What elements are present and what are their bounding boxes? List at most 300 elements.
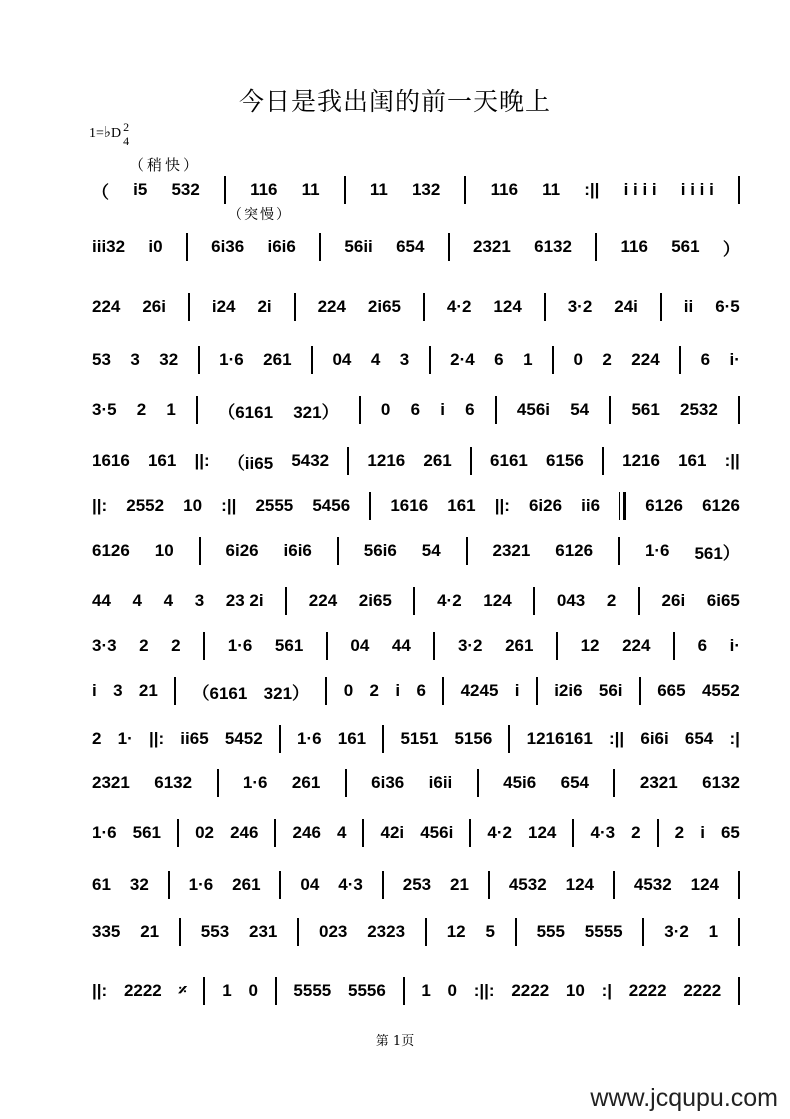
note-group: 321） bbox=[263, 683, 310, 703]
note-group: iii32 bbox=[92, 237, 126, 256]
score-line bbox=[92, 444, 740, 478]
note-group: 6 bbox=[416, 681, 426, 700]
note-group: 1 bbox=[222, 981, 232, 1000]
note-group: 6126 bbox=[645, 496, 684, 515]
barline bbox=[224, 176, 226, 204]
note-group: 45i6 bbox=[503, 773, 537, 792]
note-group: 10 bbox=[565, 981, 585, 1000]
note-group: 6132 bbox=[534, 237, 572, 256]
barline bbox=[639, 677, 641, 705]
note-group: 261 bbox=[232, 875, 261, 894]
barline bbox=[362, 819, 364, 847]
note-group: 124 bbox=[493, 297, 522, 316]
note-group: 116 bbox=[620, 237, 648, 256]
note-group: 5432 bbox=[291, 451, 330, 470]
note-group: i24 bbox=[211, 297, 236, 316]
barline bbox=[345, 769, 347, 797]
note-group: 65 bbox=[720, 823, 740, 842]
note-group: 561 bbox=[631, 400, 660, 419]
note-group: 224 bbox=[631, 350, 660, 369]
note-group: 2i bbox=[257, 297, 272, 316]
note-group: 6126 bbox=[702, 496, 740, 515]
note-group: 4532 bbox=[633, 875, 672, 894]
note-group: 23 2i bbox=[225, 591, 264, 610]
note-group: ） bbox=[722, 239, 740, 259]
note-group: 2 bbox=[631, 823, 641, 842]
barline bbox=[536, 677, 538, 705]
barline bbox=[382, 871, 384, 899]
note-group: 12 bbox=[580, 636, 600, 655]
note-group: 2·4 bbox=[450, 350, 475, 369]
barline bbox=[738, 396, 740, 424]
note-group: 6 bbox=[494, 350, 504, 369]
barline bbox=[495, 396, 497, 424]
note-group: 42i bbox=[380, 823, 405, 842]
barline bbox=[470, 447, 472, 475]
note-group: i6i6 bbox=[283, 541, 312, 560]
note-group: 456i bbox=[420, 823, 454, 842]
note-group: 5456 bbox=[312, 496, 351, 515]
note-group: 2 bbox=[171, 636, 181, 655]
note-group: 561 bbox=[671, 237, 700, 256]
flat-sign: ♭ bbox=[103, 125, 111, 142]
note-group: i6ii bbox=[428, 773, 453, 792]
barline bbox=[477, 769, 479, 797]
note-group: 161 bbox=[147, 451, 177, 470]
note-group: 4·3 bbox=[338, 875, 363, 894]
key-signature bbox=[89, 120, 129, 148]
barline bbox=[311, 346, 313, 374]
note-group: 4 bbox=[132, 591, 142, 610]
note-group: 4245 bbox=[460, 681, 499, 700]
score-line bbox=[92, 173, 740, 207]
note-group: ||: bbox=[194, 451, 210, 470]
note-group: 2i65 bbox=[367, 297, 401, 316]
note-group: i i i i bbox=[623, 180, 657, 199]
barline bbox=[738, 871, 740, 899]
note-group: 1216161 bbox=[526, 729, 593, 748]
note-group: 2222 bbox=[628, 981, 667, 1000]
note-group: 654 bbox=[560, 773, 590, 792]
barline bbox=[552, 346, 554, 374]
note-group: 654 bbox=[684, 729, 714, 748]
barline bbox=[198, 346, 200, 374]
note-group: 𝄎 bbox=[178, 981, 187, 1000]
score-line bbox=[92, 534, 740, 568]
barline bbox=[738, 977, 740, 1005]
barline bbox=[359, 396, 361, 424]
barline bbox=[572, 819, 574, 847]
barline bbox=[279, 725, 281, 753]
note-group: 53 bbox=[92, 350, 111, 369]
note-group: 561 bbox=[132, 823, 161, 842]
note-group: 0 bbox=[248, 981, 258, 1000]
double-barline bbox=[619, 492, 626, 520]
note-group: 246 bbox=[230, 823, 259, 842]
annotation-slow: （突慢） bbox=[228, 207, 292, 223]
score-line bbox=[92, 230, 740, 264]
barline bbox=[556, 632, 558, 660]
score-line bbox=[92, 868, 740, 902]
note-group: 5555 bbox=[293, 981, 332, 1000]
note-group: ii6 bbox=[581, 496, 601, 515]
page-title: 今日是我出闺的前一天晚上 bbox=[238, 87, 551, 116]
note-group: 54 bbox=[421, 541, 441, 560]
note-group: 2321 bbox=[473, 237, 511, 256]
note-group: 3·2 bbox=[457, 636, 483, 655]
note-group: 2555 bbox=[255, 496, 294, 515]
note-group: 11 bbox=[542, 180, 561, 199]
barline bbox=[382, 725, 384, 753]
note-group: 0 bbox=[343, 681, 354, 700]
note-group: 2 bbox=[674, 823, 685, 842]
note-group: :| bbox=[601, 981, 613, 1000]
note-group: 54 bbox=[570, 400, 590, 419]
barline bbox=[199, 537, 201, 565]
note-group: 2 bbox=[136, 400, 147, 419]
note-group: 4·2 bbox=[446, 297, 472, 316]
note-group: 1216 bbox=[622, 451, 660, 470]
note-group: 3 bbox=[399, 350, 410, 369]
note-group: 6i36 bbox=[211, 237, 245, 256]
note-group: 6 bbox=[465, 400, 475, 419]
note-group: 224 bbox=[317, 297, 346, 316]
note-group: 532 bbox=[171, 180, 200, 199]
note-group: 553 bbox=[200, 922, 230, 941]
page-number: 第 1页 bbox=[375, 1034, 415, 1049]
note-group: i bbox=[514, 681, 520, 700]
note-group: 665 bbox=[657, 681, 686, 700]
note-group: 3 bbox=[130, 350, 140, 369]
barline bbox=[464, 176, 466, 204]
note-group: ||: bbox=[494, 496, 510, 515]
note-group: 654 bbox=[396, 237, 425, 256]
note-group: i bbox=[92, 681, 97, 700]
note-group: 2222 bbox=[123, 981, 162, 1000]
note-group: 1·6 bbox=[219, 350, 244, 369]
barline bbox=[369, 492, 371, 520]
barline bbox=[179, 918, 181, 946]
note-group: 555 bbox=[536, 922, 565, 941]
note-group: 12 bbox=[446, 922, 466, 941]
note-group: 5556 bbox=[347, 981, 386, 1000]
note-group: （ bbox=[92, 182, 109, 202]
barline bbox=[433, 632, 435, 660]
note-group: i bbox=[700, 823, 705, 842]
note-group: 3 bbox=[194, 591, 205, 610]
note-group: 2321 bbox=[492, 541, 531, 560]
note-group: 1 bbox=[708, 922, 719, 941]
note-group: :||: bbox=[473, 981, 495, 1000]
note-group: 231 bbox=[248, 922, 278, 941]
barline bbox=[177, 819, 179, 847]
time-signature bbox=[123, 120, 129, 148]
note-group: i· bbox=[729, 636, 740, 655]
note-group: 261 bbox=[423, 451, 452, 470]
note-group: 261 bbox=[505, 636, 534, 655]
note-group: 224 bbox=[92, 297, 121, 316]
note-group: 04 bbox=[300, 875, 320, 894]
barline bbox=[609, 396, 611, 424]
barline bbox=[738, 918, 740, 946]
note-group: （6161 bbox=[192, 683, 248, 703]
barline bbox=[275, 977, 277, 1005]
note-group: 161 bbox=[447, 496, 476, 515]
note-group: 2 bbox=[606, 591, 617, 610]
note-group: 6156 bbox=[546, 451, 584, 470]
barline bbox=[638, 587, 640, 615]
note-group: 10 bbox=[183, 496, 203, 515]
note-group: 2552 bbox=[126, 496, 165, 515]
note-group: 1·6 bbox=[297, 729, 322, 748]
barline bbox=[279, 871, 281, 899]
time-top: 2 bbox=[123, 120, 130, 134]
note-group: 2321 bbox=[639, 773, 678, 792]
note-group: 44 bbox=[92, 591, 111, 610]
note-group: （ii65 bbox=[227, 453, 274, 473]
barline bbox=[618, 537, 620, 565]
barline bbox=[203, 632, 205, 660]
barline bbox=[337, 537, 339, 565]
barline bbox=[533, 587, 535, 615]
note-group: 321） bbox=[293, 402, 339, 422]
note-group: 1·6 bbox=[92, 823, 117, 842]
note-group: 261 bbox=[263, 350, 292, 369]
note-group: 246 bbox=[292, 823, 321, 842]
barline bbox=[196, 396, 198, 424]
note-group: 11 bbox=[369, 180, 388, 199]
barline bbox=[294, 293, 296, 321]
note-group: i2i6 bbox=[554, 681, 583, 700]
barline bbox=[613, 769, 615, 797]
note-group: 1·6 bbox=[644, 541, 670, 560]
note-group: 124 bbox=[528, 823, 557, 842]
note-group: 0 bbox=[380, 400, 391, 419]
note-group: 1 bbox=[523, 350, 533, 369]
note-group: 56i6 bbox=[363, 541, 397, 560]
note-group: :|| bbox=[724, 451, 740, 470]
barline bbox=[174, 677, 176, 705]
note-group: 1· bbox=[117, 729, 133, 748]
note-group: 44 bbox=[391, 636, 411, 655]
note-group: ||: bbox=[92, 496, 108, 515]
barline bbox=[297, 918, 299, 946]
barline bbox=[660, 293, 662, 321]
barline bbox=[508, 725, 510, 753]
note-group: 0 bbox=[447, 981, 457, 1000]
note-group: 6132 bbox=[154, 773, 193, 792]
note-group: 5 bbox=[485, 922, 495, 941]
note-group: 21 bbox=[450, 875, 469, 894]
note-group: 1616 bbox=[92, 451, 130, 470]
note-group: 4 bbox=[163, 591, 174, 610]
note-group: 6i65 bbox=[706, 591, 740, 610]
note-group: 3·3 bbox=[92, 636, 117, 655]
note-group: 1·6 bbox=[188, 875, 214, 894]
key-prefix: 1= bbox=[89, 126, 104, 142]
note-group: i0 bbox=[148, 237, 163, 256]
note-group: 6 bbox=[410, 400, 421, 419]
note-group: 0 bbox=[573, 350, 583, 369]
score-line bbox=[92, 915, 740, 949]
note-group: 2222 bbox=[511, 981, 550, 1000]
barline bbox=[203, 977, 205, 1005]
barline bbox=[326, 632, 328, 660]
note-group: 04 bbox=[332, 350, 352, 369]
note-group: 4 bbox=[370, 350, 381, 369]
note-group: 4·3 bbox=[590, 823, 616, 842]
note-group: i· bbox=[729, 350, 740, 369]
note-group: 56i bbox=[598, 681, 623, 700]
note-group: 261 bbox=[291, 773, 321, 792]
barline bbox=[657, 819, 659, 847]
note-group: 2532 bbox=[680, 400, 718, 419]
note-group: 2323 bbox=[367, 922, 406, 941]
note-group: i i i i bbox=[680, 180, 714, 199]
note-group: 6 bbox=[697, 636, 708, 655]
barline bbox=[679, 346, 681, 374]
note-group: 6161 bbox=[490, 451, 528, 470]
note-group: 561） bbox=[694, 543, 740, 563]
note-group: 6i6i bbox=[640, 729, 669, 748]
note-group: 1·6 bbox=[227, 636, 253, 655]
barline bbox=[217, 769, 219, 797]
note-group: （6161 bbox=[218, 402, 274, 422]
key-letter: D bbox=[110, 126, 122, 142]
note-group: 6i36 bbox=[371, 773, 405, 792]
note-group: 6i26 bbox=[528, 496, 563, 515]
note-group: 26i bbox=[142, 297, 166, 316]
barline bbox=[274, 819, 276, 847]
score-line bbox=[92, 290, 740, 324]
barline bbox=[168, 871, 170, 899]
note-group: 26i bbox=[661, 591, 686, 610]
note-group: 6126 bbox=[92, 541, 130, 560]
score-line bbox=[92, 722, 740, 756]
time-bottom: 4 bbox=[123, 134, 130, 148]
score-line bbox=[92, 674, 740, 708]
note-group: 3·2 bbox=[567, 297, 593, 316]
note-group: 2222 bbox=[683, 981, 722, 1000]
note-group: :|| bbox=[609, 729, 625, 748]
barline bbox=[515, 918, 517, 946]
note-group: 116 bbox=[250, 180, 278, 199]
note-group: 5156 bbox=[454, 729, 493, 748]
note-group: i bbox=[395, 681, 401, 700]
note-group: 21 bbox=[138, 681, 158, 700]
barline bbox=[595, 233, 597, 261]
barline bbox=[403, 977, 405, 1005]
note-group: 5452 bbox=[224, 729, 263, 748]
note-group: 1616 bbox=[390, 496, 429, 515]
barline bbox=[738, 176, 740, 204]
note-group: 3·5 bbox=[92, 400, 117, 419]
note-group: 456i bbox=[516, 400, 551, 419]
note-group: 161 bbox=[337, 729, 367, 748]
note-group: 10 bbox=[154, 541, 174, 560]
note-group: i6i6 bbox=[267, 237, 296, 256]
barline bbox=[448, 233, 450, 261]
tempo-marking: （稍快） bbox=[129, 156, 202, 174]
note-group: 04 bbox=[350, 636, 370, 655]
note-group: 11 bbox=[301, 180, 320, 199]
note-group: 224 bbox=[622, 636, 651, 655]
note-group: 124 bbox=[565, 875, 594, 894]
barline bbox=[319, 233, 321, 261]
watermark: www.jcqupu.com bbox=[590, 1084, 778, 1112]
score-line bbox=[92, 584, 740, 618]
note-group: 4552 bbox=[701, 681, 740, 700]
note-group: 4 bbox=[336, 823, 347, 842]
score-line bbox=[92, 489, 740, 523]
note-group: 2 bbox=[369, 681, 380, 700]
barline bbox=[285, 587, 287, 615]
note-group: 1 bbox=[166, 400, 176, 419]
note-group: 561 bbox=[274, 636, 304, 655]
note-group: 21 bbox=[140, 922, 160, 941]
note-group: 2 bbox=[139, 636, 149, 655]
note-group: ||: bbox=[148, 729, 165, 748]
note-group: 4·2 bbox=[437, 591, 462, 610]
note-group: 6126 bbox=[555, 541, 594, 560]
note-group: i5 bbox=[133, 180, 148, 199]
note-group: 6·5 bbox=[715, 297, 740, 316]
note-group: i bbox=[440, 400, 445, 419]
note-group: 3 bbox=[113, 681, 123, 700]
note-group: 4532 bbox=[508, 875, 547, 894]
note-group: 1 bbox=[421, 981, 431, 1000]
note-group: 132 bbox=[411, 180, 441, 199]
note-group: :|| bbox=[584, 180, 600, 199]
barline bbox=[544, 293, 546, 321]
note-group: 2 bbox=[602, 350, 612, 369]
note-group: 24i bbox=[614, 297, 638, 316]
barline bbox=[466, 537, 468, 565]
barline bbox=[344, 176, 346, 204]
note-group: 02 bbox=[195, 823, 215, 842]
note-group: 5555 bbox=[584, 922, 623, 941]
barline bbox=[188, 293, 190, 321]
note-group: :| bbox=[729, 729, 740, 748]
barline bbox=[442, 677, 444, 705]
note-group: 124 bbox=[483, 591, 512, 610]
score-line bbox=[92, 766, 740, 800]
note-group: 253 bbox=[402, 875, 432, 894]
note-group: 2 bbox=[92, 729, 102, 748]
note-group: 6132 bbox=[702, 773, 740, 792]
score-line bbox=[92, 974, 740, 1008]
note-group: 224 bbox=[308, 591, 338, 610]
barline bbox=[186, 233, 188, 261]
note-group: 116 bbox=[490, 180, 519, 199]
note-group: 61 bbox=[92, 875, 111, 894]
note-group: 32 bbox=[159, 350, 179, 369]
note-group: ||: bbox=[92, 981, 108, 1000]
score-line bbox=[92, 343, 740, 377]
note-group: 2321 bbox=[92, 773, 130, 792]
barline bbox=[423, 293, 425, 321]
barline bbox=[347, 447, 349, 475]
barline bbox=[613, 871, 615, 899]
note-group: 56ii bbox=[344, 237, 373, 256]
note-group: 023 bbox=[319, 922, 348, 941]
note-group: 043 bbox=[556, 591, 586, 610]
score-line bbox=[92, 393, 740, 427]
note-group: 6 bbox=[700, 350, 711, 369]
barline bbox=[602, 447, 604, 475]
note-group: 32 bbox=[129, 875, 149, 894]
score-line bbox=[92, 816, 740, 850]
